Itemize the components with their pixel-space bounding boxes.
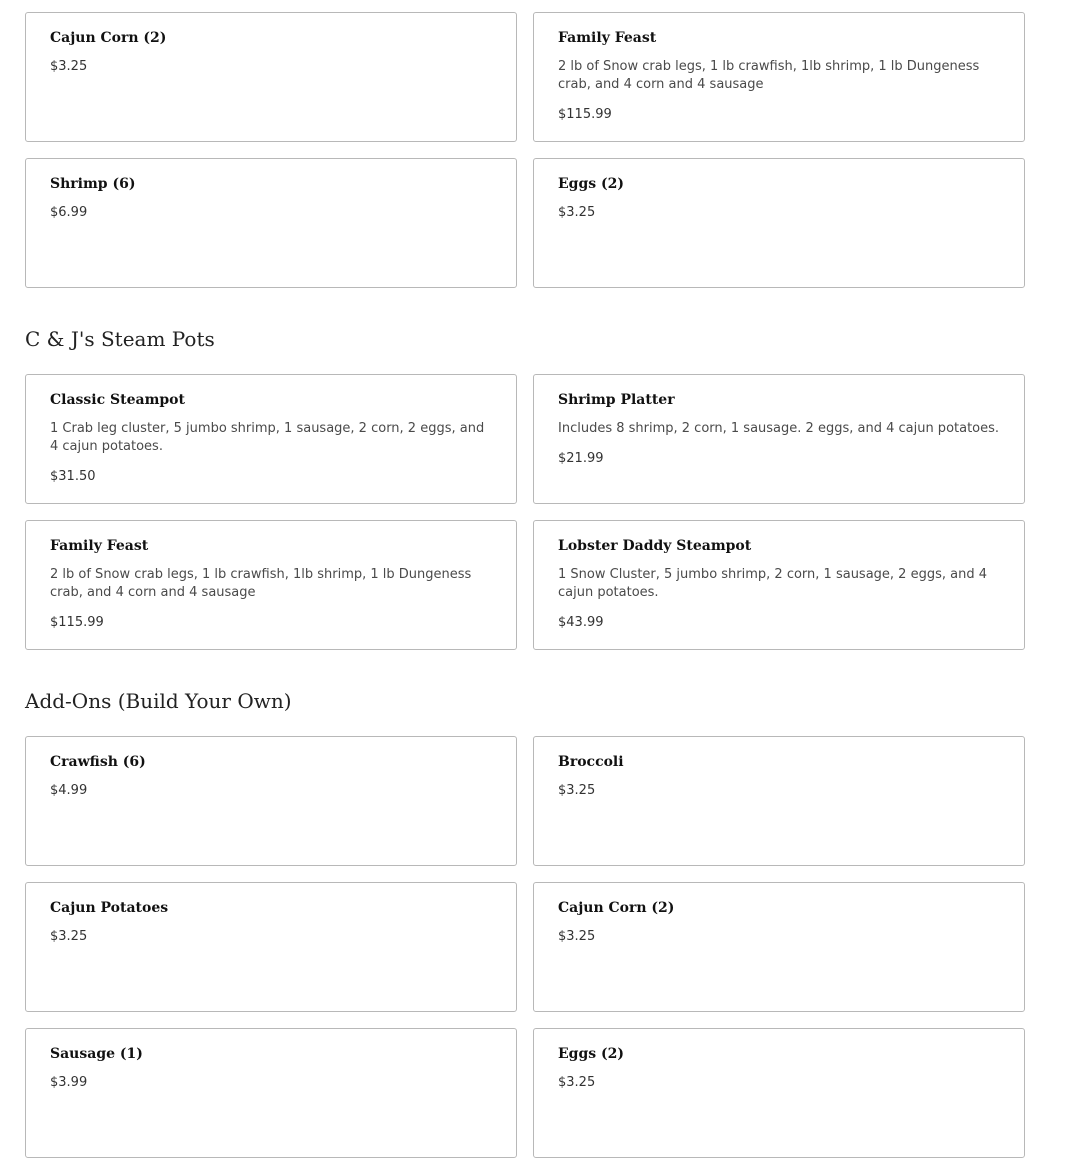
menu-item-card[interactable] <box>533 1028 1025 1158</box>
item-name: Lobster Daddy Steampot <box>558 538 752 554</box>
menu-item-card[interactable] <box>25 158 517 288</box>
item-price: $3.25 <box>50 59 88 74</box>
item-name: Cajun Corn (2) <box>50 30 167 46</box>
item-name: Eggs (2) <box>558 176 624 192</box>
item-price: $3.25 <box>558 929 596 944</box>
item-price: $3.25 <box>558 1075 596 1090</box>
item-name: Eggs (2) <box>558 1046 624 1062</box>
menu-item-card[interactable] <box>533 12 1025 142</box>
menu-item-card[interactable] <box>533 520 1025 650</box>
item-name: Shrimp Platter <box>558 392 675 408</box>
item-description: 1 Snow Cluster, 5 jumbo shrimp, 2 corn, 1 sausage, 2 eggs, and 4 cajun potatoes. <box>558 567 987 600</box>
item-price: $6.99 <box>50 205 88 220</box>
item-price: $4.99 <box>50 783 88 798</box>
item-description: 1 Crab leg cluster, 5 jumbo shrimp, 1 sausage, 2 corn, 2 eggs, and 4 cajun potatoes. <box>50 421 485 454</box>
menu-item-card[interactable] <box>25 882 517 1012</box>
menu-item-card[interactable] <box>533 374 1025 504</box>
item-name: Broccoli <box>558 754 624 770</box>
menu-item-card[interactable] <box>533 158 1025 288</box>
item-name: Family Feast <box>558 30 657 46</box>
item-price: $31.50 <box>50 469 96 484</box>
item-name: Family Feast <box>50 538 149 554</box>
item-price: $3.25 <box>558 783 596 798</box>
item-name: Classic Steampot <box>50 392 185 408</box>
menu-section-steam-pots-grid <box>25 374 1025 650</box>
section-title-steam-pots: C & J's Steam Pots <box>25 327 215 351</box>
section-title-add-ons: Add-Ons (Build Your Own) <box>25 689 292 713</box>
item-name: Shrimp (6) <box>50 176 136 192</box>
menu-section-add-ons-grid <box>25 736 1025 1158</box>
item-name: Crawfish (6) <box>50 754 146 770</box>
menu-item-card[interactable] <box>533 882 1025 1012</box>
item-price: $115.99 <box>50 615 104 630</box>
item-price: $3.99 <box>50 1075 88 1090</box>
menu-item-card[interactable] <box>25 374 517 504</box>
item-price: $3.25 <box>558 205 596 220</box>
item-price: $3.25 <box>50 929 88 944</box>
menu-item-card[interactable] <box>25 1028 517 1158</box>
item-description: 2 lb of Snow crab legs, 1 lb crawfish, 1lb shrimp, 1 lb Dungeness crab, and 4 corn and 4 sausage <box>558 59 980 92</box>
menu-section-sides-grid <box>25 12 1025 288</box>
item-price: $21.99 <box>558 451 604 466</box>
menu-item-card[interactable] <box>25 736 517 866</box>
item-name: Sausage (1) <box>50 1046 143 1062</box>
item-name: Cajun Corn (2) <box>558 900 675 916</box>
menu-item-card[interactable] <box>25 12 517 142</box>
item-price: $43.99 <box>558 615 604 630</box>
menu-item-card[interactable] <box>533 736 1025 866</box>
item-description: Includes 8 shrimp, 2 corn, 1 sausage. 2 eggs, and 4 cajun potatoes. <box>558 421 1000 436</box>
item-price: $115.99 <box>558 107 612 122</box>
item-description: 2 lb of Snow crab legs, 1 lb crawfish, 1lb shrimp, 1 lb Dungeness crab, and 4 corn and 4 sausage <box>50 567 472 600</box>
item-name: Cajun Potatoes <box>50 900 169 916</box>
menu-item-card[interactable] <box>25 520 517 650</box>
